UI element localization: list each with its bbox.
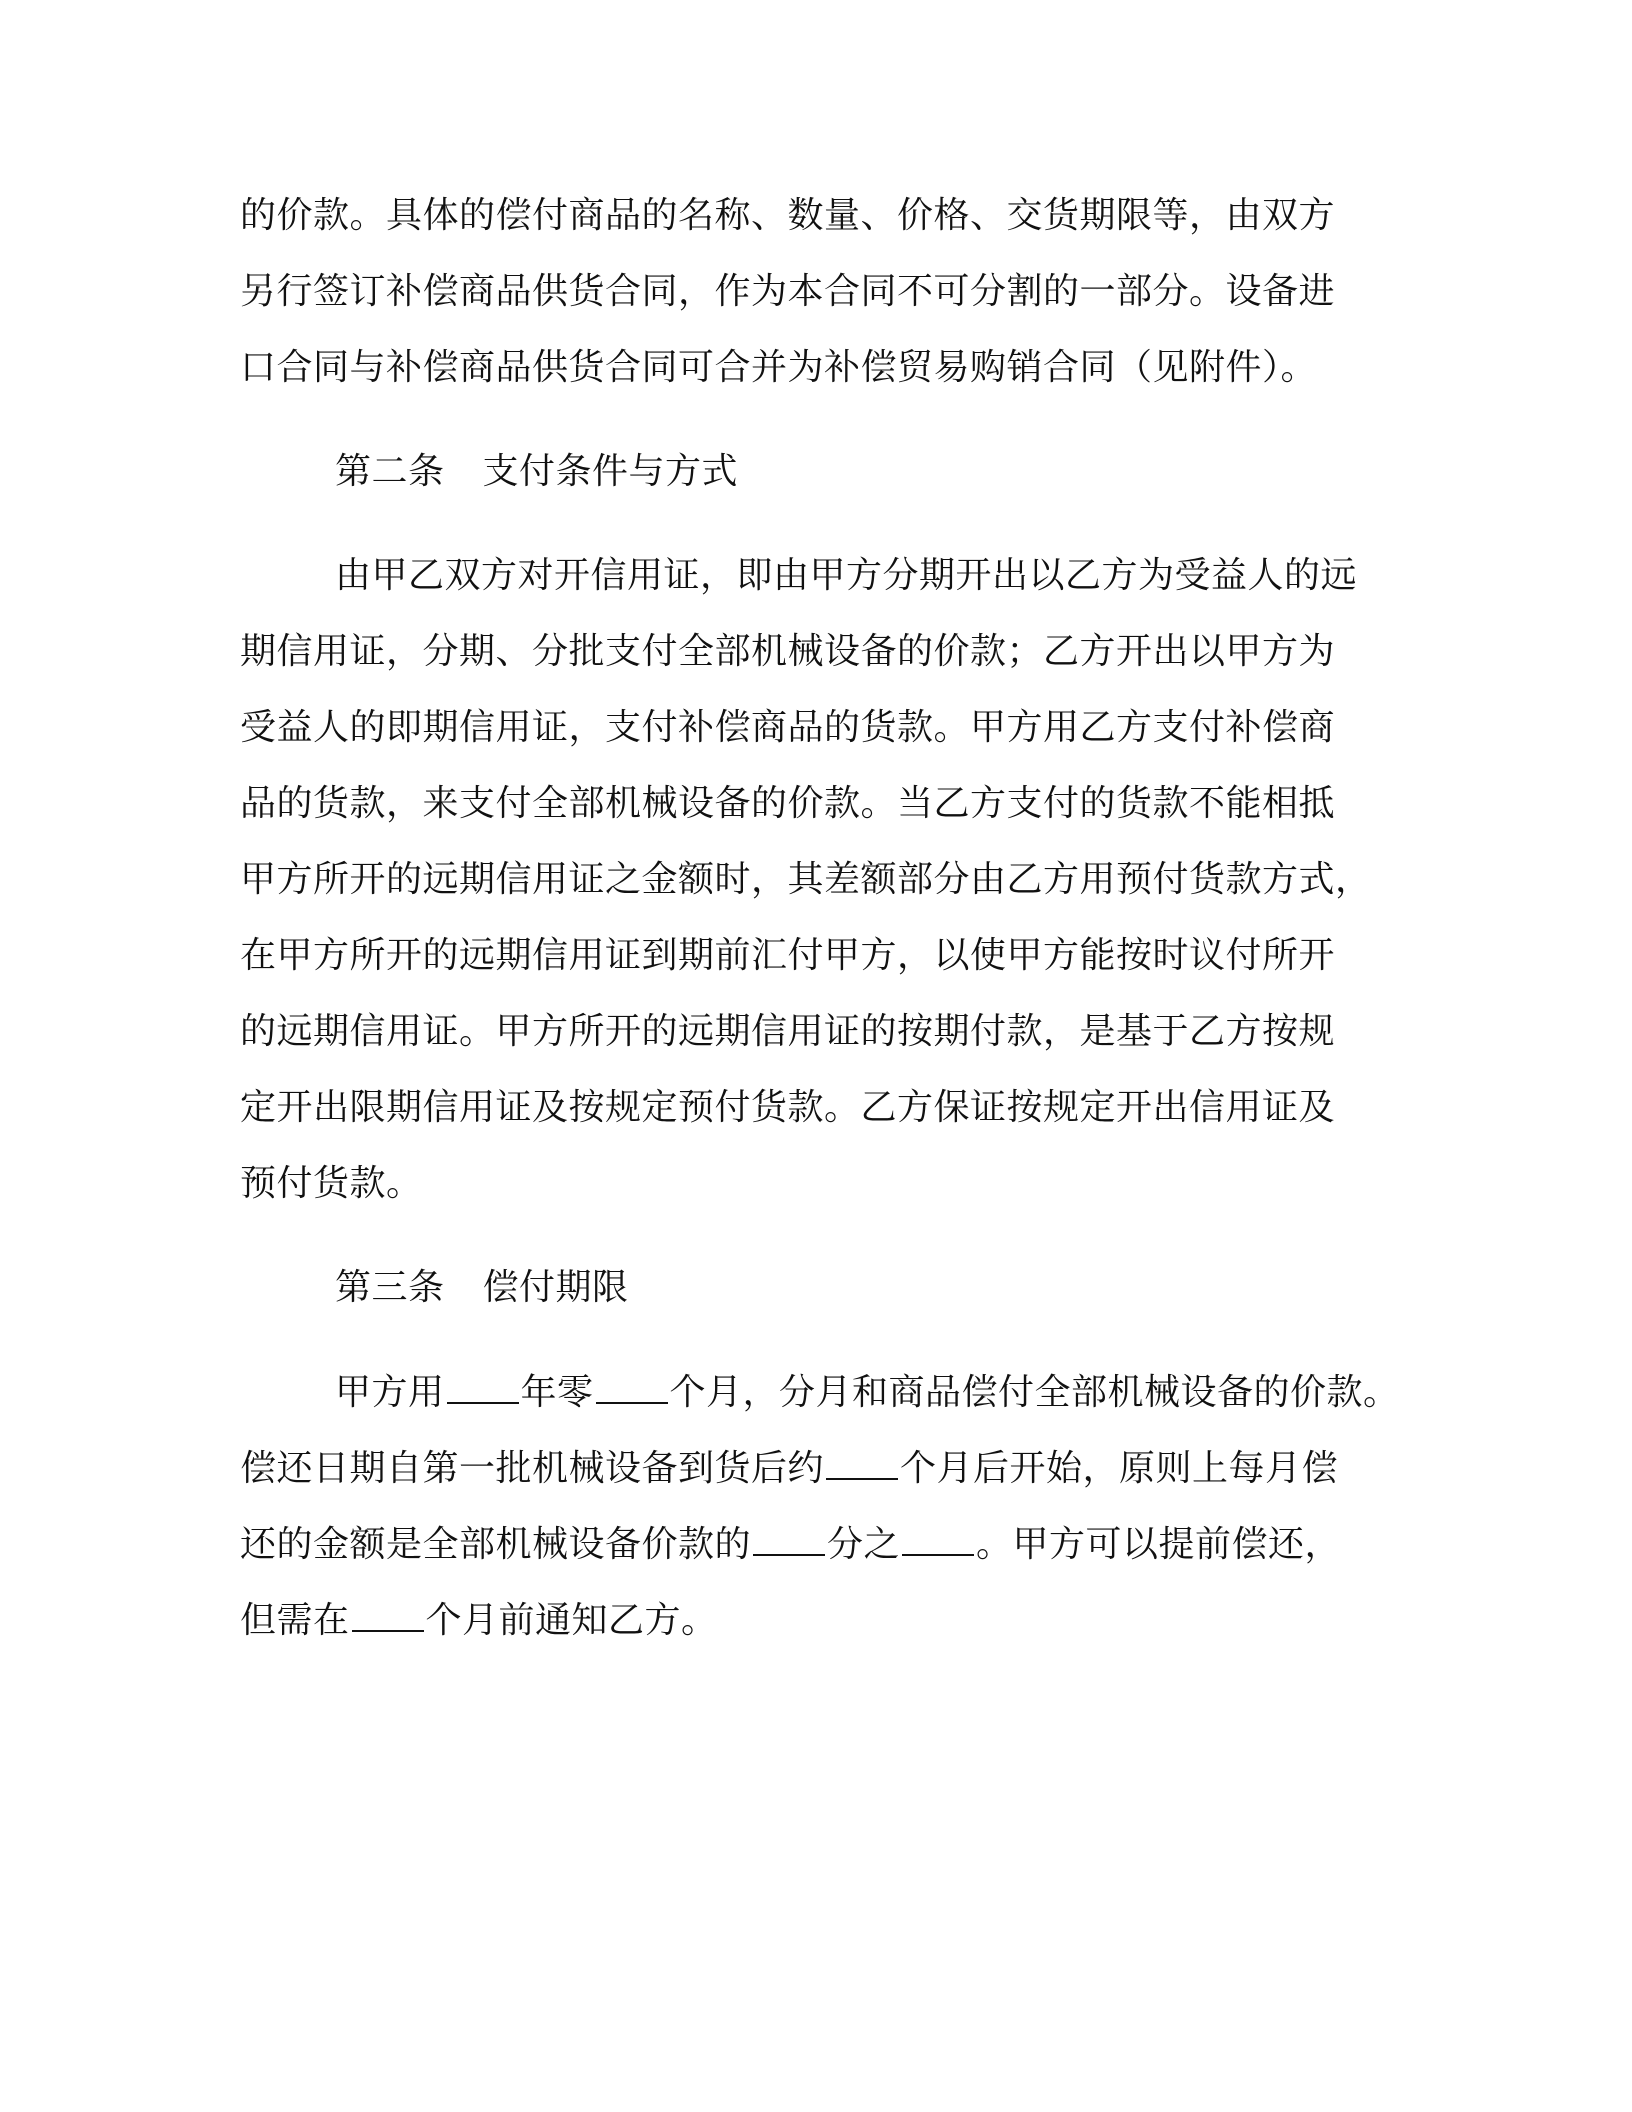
fill-in-blank-denominator[interactable] — [753, 1520, 825, 1556]
text-segment: 个月后开始，原则上每月偿 — [900, 1448, 1339, 1489]
text-segment: 但需在 — [240, 1600, 350, 1641]
paragraph-line: 预付货款。 — [240, 1163, 423, 1204]
fill-in-blank-numerator[interactable] — [902, 1520, 974, 1556]
fill-in-blank-years[interactable] — [447, 1368, 519, 1404]
article-2-title: 支付条件与方式 — [482, 451, 739, 492]
text-segment: 个月前通知乙方。 — [425, 1600, 718, 1641]
fill-in-blank-months[interactable] — [596, 1368, 668, 1404]
paragraph-line: 的价款。具体的偿付商品的名称、数量、价格、交货期限等，由双方 — [240, 195, 1336, 236]
paragraph-line — [335, 1368, 1400, 1416]
article-2-heading — [335, 448, 738, 496]
paragraph-line: 受益人的即期信用证，支付补偿商品的货款。甲方用乙方支付补偿商 — [240, 707, 1336, 748]
paragraph-line: 另行签订补偿商品供货合同，作为本合同不可分割的一部分。设备进 — [240, 271, 1336, 312]
text-segment: 偿还日期自第一批机械设备到货后约 — [240, 1448, 825, 1489]
text-segment: 。甲方可以提前偿还， — [976, 1524, 1342, 1565]
paragraph-line — [240, 1444, 1338, 1492]
text-segment: 还的金额是全部机械设备价款的 — [240, 1524, 752, 1565]
article-3-title: 偿付期限 — [482, 1267, 629, 1308]
text-segment: 分之 — [827, 1524, 901, 1565]
paragraph-line: 品的货款，来支付全部机械设备的价款。当乙方支付的货款不能相抵 — [240, 783, 1336, 824]
paragraph-line: 的远期信用证。甲方所开的远期信用证的按期付款，是基于乙方按规 — [240, 1011, 1336, 1052]
paragraph-line — [240, 1596, 718, 1644]
paragraph-line: 在甲方所开的远期信用证到期前汇付甲方，以使甲方能按时议付所开 — [240, 935, 1336, 976]
paragraph-line: 口合同与补偿商品供货合同可合并为补偿贸易购销合同（见附件）。 — [240, 347, 1318, 388]
article-3-number: 第三条 — [335, 1267, 445, 1308]
fill-in-blank-notice-months[interactable] — [352, 1596, 424, 1632]
paragraph-line — [240, 1520, 1341, 1568]
fill-in-blank-start-months[interactable] — [826, 1444, 898, 1480]
text-segment: 年零 — [520, 1372, 594, 1413]
text-segment: 甲方用 — [335, 1372, 445, 1413]
article-3-heading — [335, 1264, 629, 1312]
text-segment: 个月，分月和商品偿付全部机械设备的价款。 — [669, 1372, 1400, 1413]
article-2-number: 第二条 — [335, 451, 445, 492]
paragraph-line: 由甲乙双方对开信用证，即由甲方分期开出以乙方为受益人的远 — [335, 555, 1358, 596]
paragraph-line: 期信用证，分期、分批支付全部机械设备的价款；乙方开出以甲方为 — [240, 631, 1336, 672]
paragraph-line: 甲方所开的远期信用证之金额时，其差额部分由乙方用预付货款方式， — [240, 859, 1372, 900]
paragraph-line: 定开出限期信用证及按规定预付货款。乙方保证按规定开出信用证及 — [240, 1087, 1336, 1128]
